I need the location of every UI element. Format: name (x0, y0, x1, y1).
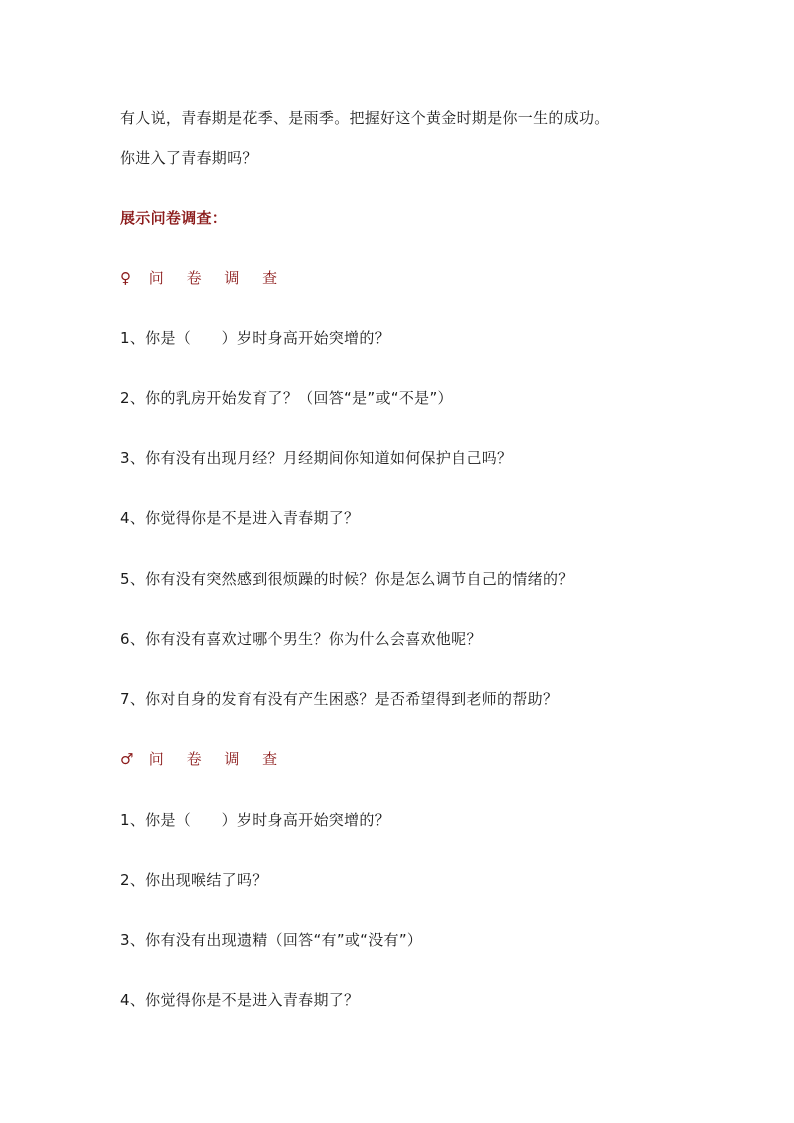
section-heading: 展示问卷调查： (120, 209, 228, 227)
female-question-3: 3、你有没有出现月经？月经期间你知道如何保护自己吗？ (120, 449, 513, 467)
male-symbol-icon: ♂ (120, 750, 134, 768)
male-question-1: 1、你是（ ）岁时身高开始突增的？ (120, 811, 390, 829)
survey-title-char: 调 (224, 750, 240, 768)
survey-title-char: 卷 (186, 750, 202, 768)
female-question-4: 4、你觉得你是不是进入青春期了？ (120, 509, 360, 527)
male-question-4: 4、你觉得你是不是进入青春期了？ (120, 991, 360, 1009)
survey-title-char: 查 (262, 750, 278, 768)
female-question-7: 7、你对自身的发育有没有产生困惑？是否希望得到老师的帮助？ (120, 690, 559, 708)
male-survey-title (120, 749, 295, 769)
survey-title-char: 卷 (186, 269, 202, 287)
female-question-6: 6、你有没有喜欢过哪个男生？你为什么会喜欢他呢？ (120, 630, 482, 648)
survey-title-char: 调 (224, 269, 240, 287)
female-symbol-icon: ♀ (120, 269, 131, 287)
survey-title-char: 问 (148, 269, 164, 287)
male-question-2: 2、你出现喉结了吗？ (120, 871, 268, 889)
intro-line-1: 有人说，青春期是花季、是雨季。把握好这个黄金时期是你一生的成功。 (120, 109, 610, 127)
female-question-1: 1、你是（ ）岁时身高开始突增的？ (120, 329, 390, 347)
female-survey-title (120, 268, 295, 288)
intro-line-2: 你进入了青春期吗？ (120, 149, 258, 167)
female-question-2: 2、你的乳房开始发育了？（回答“是”或“不是”） (120, 389, 453, 407)
female-question-5: 5、你有没有突然感到很烦躁的时候？你是怎么调节自己的情绪的？ (120, 570, 574, 588)
survey-title-char: 问 (148, 750, 164, 768)
male-question-3: 3、你有没有出现遗精（回答“有”或“没有”） (120, 931, 423, 949)
survey-title-char: 查 (262, 269, 278, 287)
